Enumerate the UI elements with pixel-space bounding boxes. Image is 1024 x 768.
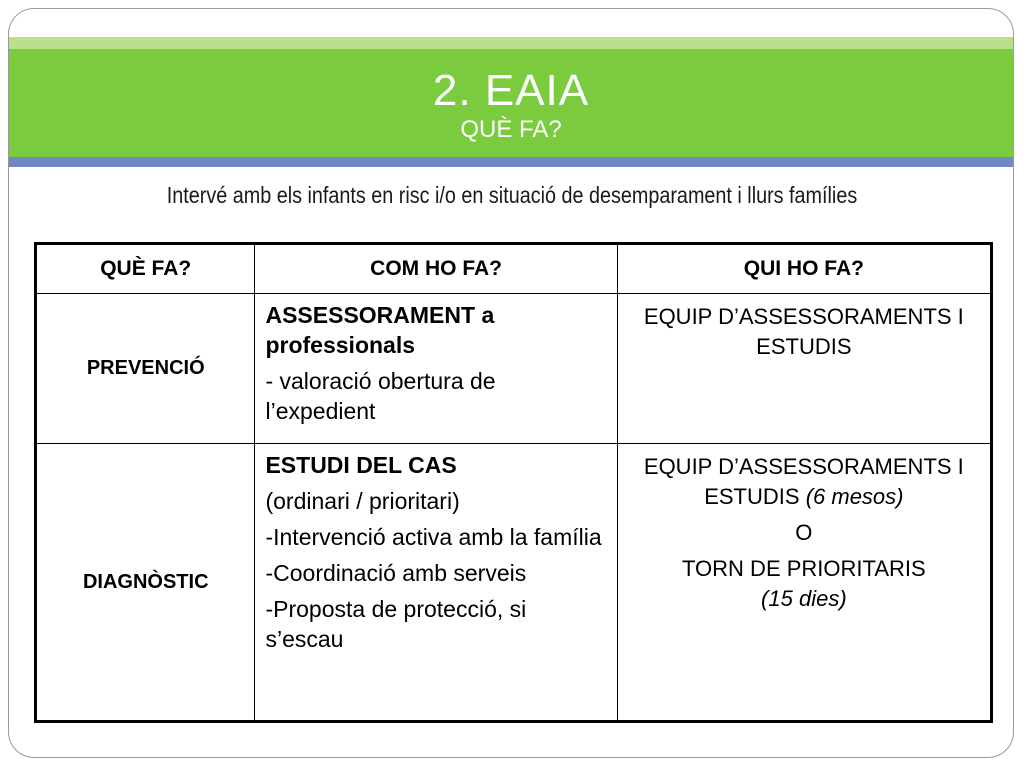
table-header-row [36,244,992,294]
header-blue-band [9,157,1013,167]
header-what: QUÈ FA? [36,244,255,294]
how-heading: ESTUDI DEL CAS [265,452,457,478]
row-label-prevencio: PREVENCIÓ [36,294,255,444]
header-how: COM HO FA? [255,244,617,294]
how-item: -Coordinació amb serveis [265,560,527,586]
who-line-1 [626,452,982,512]
table-row-prevencio [36,294,992,444]
who-line-2-note: (15 dies) [761,586,847,611]
how-item: -Intervenció activa amb la família [265,524,602,550]
how-cell-prevencio [255,294,617,444]
row-label-diagnostic: DIAGNÒSTIC [36,444,255,722]
who-line-2 [626,554,982,614]
how-cell-diagnostic [255,444,617,722]
eaia-table [34,242,993,723]
table-row-diagnostic [36,444,992,722]
who-cell-prevencio [617,294,991,444]
who-separator: O [795,520,813,545]
how-item: -Proposta de protecció, si s’escau [265,596,527,652]
how-item: - valoració obertura de l’expedient [265,368,496,424]
who-line-1-note: (6 mesos) [805,484,904,509]
title-block [9,67,1013,143]
who-line-1-text: EQUIP D’ASSESSORAMENTS I ESTUDIS [643,454,964,509]
intro-text: Intervé amb els infants en risc i/o en situació de desemparament i llurs famílies [166,182,858,208]
who-line: EQUIP D’ASSESSORAMENTS I ESTUDIS [643,304,964,359]
how-item: (ordinari / prioritari) [265,488,460,514]
slide-subtitle: QUÈ FA? [460,116,562,143]
who-line-2-text: TORN DE PRIORITARIS [682,556,926,581]
header-who: QUI HO FA? [617,244,991,294]
who-cell-diagnostic [617,444,991,722]
how-heading: ASSESSORAMENT a professionals [265,302,495,358]
slide-title: 2. EAIA [432,66,590,115]
header-light-band [9,37,1013,49]
